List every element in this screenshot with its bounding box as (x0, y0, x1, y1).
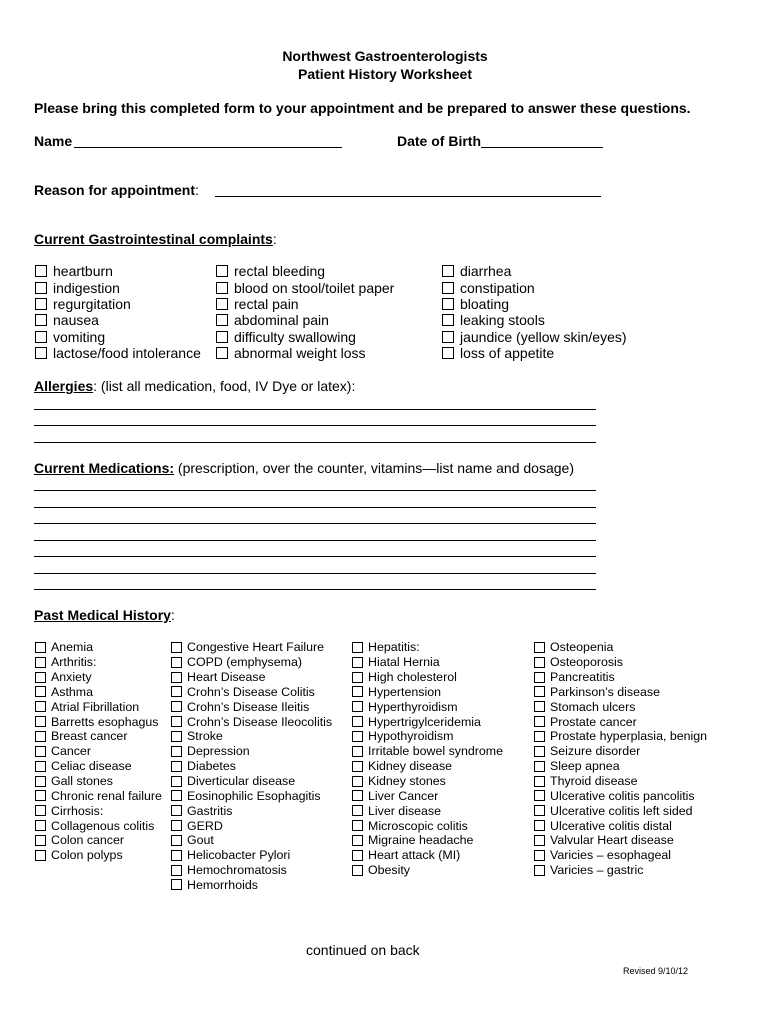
checkbox[interactable] (442, 331, 454, 343)
pmh-item[interactable]: Stroke (171, 729, 332, 744)
medications-heading (34, 460, 574, 477)
checkbox[interactable] (171, 850, 182, 861)
pmh-item[interactable]: Osteoporosis (534, 655, 707, 670)
checkbox[interactable] (442, 347, 454, 359)
reason-field[interactable] (215, 196, 601, 197)
practice-name: Northwest Gastroenterologists (282, 48, 488, 64)
checkbox[interactable] (35, 347, 47, 359)
checkbox[interactable] (171, 790, 182, 801)
gi-heading-text: Current Gastrointestinal complaints (34, 231, 273, 247)
pmh-item[interactable]: Ulcerative colitis left sided (534, 803, 707, 818)
pmh-item[interactable]: Cancer (35, 744, 162, 759)
medications-line[interactable] (34, 507, 596, 508)
pmh-item[interactable]: Hypertension (352, 685, 503, 700)
checkbox[interactable] (171, 865, 182, 876)
pmh-item[interactable]: Collagenous colitis (35, 818, 162, 833)
pmh-column-2 (171, 640, 332, 892)
checkbox[interactable] (534, 731, 545, 742)
pmh-column-4 (534, 640, 707, 878)
pmh-item[interactable]: Liver disease (352, 803, 503, 818)
pmh-item[interactable]: Liver Cancer (352, 788, 503, 803)
checkbox[interactable] (35, 761, 46, 772)
pmh-item[interactable]: Anemia (35, 640, 162, 655)
checkbox[interactable] (35, 716, 46, 727)
checkbox[interactable] (534, 716, 545, 727)
allergies-line[interactable] (34, 442, 596, 443)
checkbox[interactable] (171, 761, 182, 772)
gi-item[interactable]: lactose/food intolerance (35, 345, 201, 361)
pmh-item[interactable]: Hyperthyroidism (352, 699, 503, 714)
pmh-item[interactable]: Stomach ulcers (534, 699, 707, 714)
pmh-item[interactable]: Gastritis (171, 803, 332, 818)
checkbox[interactable] (35, 331, 47, 343)
gi-item[interactable]: constipation (442, 279, 627, 295)
pmh-item[interactable]: Celiac disease (35, 759, 162, 774)
checkbox[interactable] (216, 298, 228, 310)
pmh-item[interactable]: Heart Disease (171, 670, 332, 685)
medications-line[interactable] (34, 523, 596, 524)
checkbox[interactable] (442, 282, 454, 294)
pmh-column-3 (352, 640, 503, 878)
pmh-item[interactable]: Breast cancer (35, 729, 162, 744)
pmh-item[interactable]: Gall stones (35, 774, 162, 789)
pmh-item[interactable]: Parkinson’s disease (534, 685, 707, 700)
checkbox[interactable] (35, 746, 46, 757)
pmh-item[interactable]: Hypothyroidism (352, 729, 503, 744)
checkbox[interactable] (35, 686, 46, 697)
pmh-heading-colon: : (170, 607, 175, 623)
checkbox[interactable] (171, 701, 182, 712)
pmh-item[interactable]: Barretts esophagus (35, 714, 162, 729)
pmh-item[interactable]: Kidney stones (352, 774, 503, 789)
pmh-item[interactable]: Colon cancer (35, 833, 162, 848)
checkbox[interactable] (35, 790, 46, 801)
name-field[interactable] (74, 147, 342, 148)
pmh-item[interactable]: Arthritis: (35, 655, 162, 670)
checkbox[interactable] (35, 298, 47, 310)
checkbox[interactable] (352, 805, 363, 816)
pmh-item[interactable]: GERD (171, 818, 332, 833)
pmh-item[interactable]: Varicies – gastric (534, 863, 707, 878)
pmh-item[interactable]: Chronic renal failure (35, 788, 162, 803)
pmh-item[interactable]: Varicies – esophageal (534, 848, 707, 863)
checkbox[interactable] (35, 820, 46, 831)
allergies-heading-text: Allergies (34, 378, 94, 394)
pmh-item[interactable]: Hemochromatosis (171, 863, 332, 878)
pmh-item[interactable]: Crohn’s Disease Ileitis (171, 699, 332, 714)
pmh-item[interactable]: Hypertrigylceridemia (352, 714, 503, 729)
medications-line[interactable] (34, 490, 596, 491)
gi-item[interactable]: rectal pain (216, 296, 394, 312)
gi-item[interactable]: heartburn (35, 263, 201, 279)
checkbox[interactable] (534, 701, 545, 712)
pmh-item[interactable]: Migraine headache (352, 833, 503, 848)
pmh-item[interactable]: Helicobacter Pylori (171, 848, 332, 863)
gi-item[interactable]: bloating (442, 296, 627, 312)
checkbox[interactable] (534, 805, 545, 816)
pmh-item[interactable]: COPD (emphysema) (171, 655, 332, 670)
gi-column-1 (35, 263, 201, 361)
checkbox[interactable] (534, 865, 545, 876)
checkbox[interactable] (171, 686, 182, 697)
gi-item[interactable]: vomiting (35, 329, 201, 345)
checkbox[interactable] (352, 731, 363, 742)
gi-item[interactable]: nausea (35, 312, 201, 328)
pmh-item[interactable]: Sleep apnea (534, 759, 707, 774)
checkbox[interactable] (35, 282, 47, 294)
checkbox[interactable] (171, 642, 182, 653)
checkbox[interactable] (352, 686, 363, 697)
checkbox[interactable] (216, 331, 228, 343)
checkbox[interactable] (352, 716, 363, 727)
continued-note: continued on back (306, 942, 420, 958)
pmh-item[interactable]: Hemorrhoids (171, 878, 332, 893)
allergies-line[interactable] (34, 409, 596, 410)
pmh-item[interactable]: Colon polyps (35, 848, 162, 863)
checkbox[interactable] (352, 790, 363, 801)
revised-date: Revised 9/10/12 (623, 966, 689, 976)
checkbox[interactable] (352, 701, 363, 712)
checkbox[interactable] (442, 298, 454, 310)
checkbox[interactable] (35, 731, 46, 742)
gi-item[interactable]: blood on stool/toilet paper (216, 279, 394, 295)
checkbox[interactable] (534, 761, 545, 772)
gi-item[interactable]: indigestion (35, 279, 201, 295)
checkbox[interactable] (216, 347, 228, 359)
pmh-item[interactable]: Valvular Heart disease (534, 833, 707, 848)
checkbox[interactable] (35, 314, 47, 326)
checkbox[interactable] (35, 850, 46, 861)
checkbox[interactable] (35, 657, 46, 668)
form-title: Patient History Worksheet (297, 66, 472, 82)
checkbox[interactable] (352, 776, 363, 787)
checkbox[interactable] (35, 265, 47, 277)
checkbox[interactable] (171, 835, 182, 846)
checkbox[interactable] (171, 731, 182, 742)
instructions: Please bring this completed form to your appointment and be prepared to answer these questions. (34, 100, 691, 116)
pmh-item[interactable]: Seizure disorder (534, 744, 707, 759)
gi-heading (34, 231, 277, 248)
checkbox[interactable] (35, 776, 46, 787)
gi-item[interactable]: rectal bleeding (216, 263, 394, 279)
reason-label: Reason for appointment (34, 182, 196, 198)
checkbox[interactable] (442, 265, 454, 277)
pmh-item[interactable]: Asthma (35, 685, 162, 700)
gi-item[interactable]: abnormal weight loss (216, 345, 394, 361)
checkbox[interactable] (171, 776, 182, 787)
checkbox[interactable] (171, 657, 182, 668)
pmh-item[interactable]: Prostate hyperplasia, benign (534, 729, 707, 744)
gi-heading-colon: : (272, 231, 277, 247)
allergies-line[interactable] (34, 425, 596, 426)
checkbox[interactable] (352, 746, 363, 757)
checkbox[interactable] (171, 672, 182, 683)
pmh-item[interactable]: Heart attack (MI) (352, 848, 503, 863)
checkbox[interactable] (171, 746, 182, 757)
allergies-heading (34, 378, 355, 395)
gi-column-3 (442, 263, 627, 361)
checkbox[interactable] (352, 657, 363, 668)
checkbox[interactable] (534, 642, 545, 653)
pmh-item[interactable]: Osteopenia (534, 640, 707, 655)
gi-item[interactable]: jaundice (yellow skin/eyes) (442, 329, 627, 345)
pmh-heading (34, 607, 175, 624)
checkbox[interactable] (171, 716, 182, 727)
reason-label-wrap (34, 182, 199, 199)
medications-note: (prescription, over the counter, vitamins—list name and dosage) (174, 460, 574, 476)
allergies-note: : (list all medication, food, IV Dye or latex): (93, 378, 356, 394)
checkbox[interactable] (35, 672, 46, 683)
checkbox[interactable] (352, 642, 363, 653)
pmh-item[interactable]: Microscopic colitis (352, 818, 503, 833)
pmh-item[interactable]: Eosinophilic Esophagitis (171, 788, 332, 803)
checkbox[interactable] (534, 790, 545, 801)
checkbox[interactable] (352, 865, 363, 876)
pmh-item[interactable]: Gout (171, 833, 332, 848)
pmh-item[interactable]: Crohn’s Disease Ileocolitis (171, 714, 332, 729)
pmh-item[interactable]: Crohn’s Disease Colitis (171, 685, 332, 700)
medications-line[interactable] (34, 589, 596, 590)
checkbox[interactable] (35, 642, 46, 653)
gi-item[interactable]: difficulty swallowing (216, 329, 394, 345)
gi-item[interactable]: loss of appetite (442, 345, 627, 361)
pmh-item[interactable]: Thyroid disease (534, 774, 707, 789)
gi-item[interactable]: abdominal pain (216, 312, 394, 328)
gi-column-2 (216, 263, 394, 361)
pmh-item[interactable]: Kidney disease (352, 759, 503, 774)
checkbox[interactable] (534, 776, 545, 787)
gi-item[interactable]: regurgitation (35, 296, 201, 312)
pmh-item[interactable]: Ulcerative colitis pancolitis (534, 788, 707, 803)
checkbox[interactable] (352, 835, 363, 846)
pmh-item[interactable]: Cirrhosis: (35, 803, 162, 818)
pmh-item[interactable]: Diverticular disease (171, 774, 332, 789)
reason-colon: : (195, 182, 199, 198)
checkbox[interactable] (35, 701, 46, 712)
dob-field[interactable] (481, 147, 603, 148)
checkbox[interactable] (35, 805, 46, 816)
checkbox[interactable] (534, 657, 545, 668)
medications-line[interactable] (34, 573, 596, 574)
pmh-item[interactable]: Ulcerative colitis distal (534, 818, 707, 833)
pmh-item[interactable]: High cholesterol (352, 670, 503, 685)
checkbox[interactable] (171, 820, 182, 831)
checkbox[interactable] (534, 686, 545, 697)
checkbox[interactable] (534, 850, 545, 861)
checkbox[interactable] (442, 314, 454, 326)
checkbox[interactable] (352, 672, 363, 683)
checkbox[interactable] (534, 672, 545, 683)
checkbox[interactable] (216, 282, 228, 294)
pmh-item[interactable]: Atrial Fibrillation (35, 699, 162, 714)
checkbox[interactable] (352, 850, 363, 861)
pmh-item[interactable]: Prostate cancer (534, 714, 707, 729)
pmh-item[interactable]: Congestive Heart Failure (171, 640, 332, 655)
pmh-column-1 (35, 640, 162, 863)
checkbox[interactable] (352, 820, 363, 831)
checkbox[interactable] (534, 835, 545, 846)
checkbox[interactable] (216, 265, 228, 277)
checkbox[interactable] (171, 805, 182, 816)
gi-item[interactable]: diarrhea (442, 263, 627, 279)
medications-heading-text: Current Medications: (34, 460, 175, 476)
pmh-item[interactable]: Diabetes (171, 759, 332, 774)
checkbox[interactable] (35, 835, 46, 846)
pmh-item[interactable]: Pancreatitis (534, 670, 707, 685)
name-label: Name (34, 133, 73, 149)
gi-item[interactable]: leaking stools (442, 312, 627, 328)
medications-line[interactable] (34, 540, 596, 541)
checkbox[interactable] (534, 746, 545, 757)
pmh-heading-text: Past Medical History (34, 607, 171, 623)
checkbox[interactable] (352, 761, 363, 772)
pmh-item[interactable]: Irritable bowel syndrome (352, 744, 503, 759)
checkbox[interactable] (171, 879, 182, 890)
checkbox[interactable] (216, 314, 228, 326)
medications-line[interactable] (34, 556, 596, 557)
pmh-item[interactable]: Anxiety (35, 670, 162, 685)
pmh-item[interactable]: Obesity (352, 863, 503, 878)
pmh-item[interactable]: Hiatal Hernia (352, 655, 503, 670)
dob-label: Date of Birth (397, 133, 481, 149)
pmh-item[interactable]: Depression (171, 744, 332, 759)
checkbox[interactable] (534, 820, 545, 831)
pmh-item[interactable]: Hepatitis: (352, 640, 503, 655)
